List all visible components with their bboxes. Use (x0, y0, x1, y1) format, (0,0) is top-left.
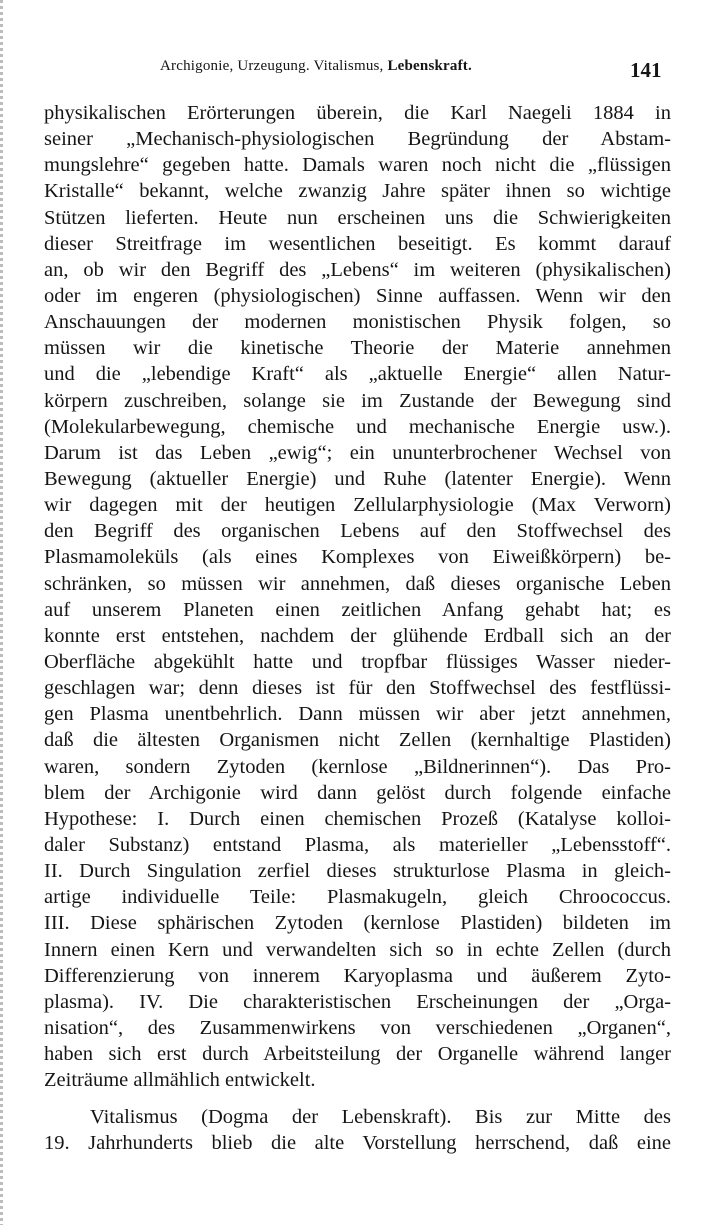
text-line: (Molekularbewegung, chemische und mechanische Energie usw.). (44, 415, 671, 438)
text-line: Hypothese: I. Durch einen chemischen Prozeß (Katalyse kolloi- (44, 807, 671, 830)
running-header-text-bold: Lebenskraft. (387, 58, 472, 74)
text-line: wir dagegen mit der heutigen Zellularphysiologie (Max Verworn) (44, 494, 671, 517)
text-line: dieser Streitfrage im wesentlichen beseitigt. Es kommt darauf (44, 232, 671, 255)
text-line: nisation“, des Zusammenwirkens von verschiedenen „Organen“, (44, 1016, 671, 1039)
text-line: müssen wir die kinetische Theorie der Materie annehmen (44, 337, 671, 360)
text-line: Bewegung (aktueller Energie) und Ruhe (latenter Energie). Wenn (44, 467, 671, 490)
running-header (160, 58, 472, 75)
text-line: den Begriff des organischen Lebens auf den Stoffwechsel des (44, 520, 671, 543)
text-line: gen Plasma unentbehrlich. Dann müssen wir aber jetzt annehmen, (44, 703, 671, 726)
text-line: schränken, so müssen wir annehmen, daß dieses organische Leben (44, 572, 671, 595)
text-line: Vitalismus (Dogma der Lebenskraft). Bis zur Mitte des (90, 1106, 671, 1129)
text-line: haben sich erst durch Arbeitsteilung der Organelle während langer (44, 1043, 671, 1066)
text-line: blem der Archigonie wird dann gelöst durch folgende einfache (44, 781, 671, 804)
text-line: daß die ältesten Organismen nicht Zellen (kernhaltige Plastiden) (44, 729, 671, 752)
body-text (44, 100, 671, 1157)
text-line: II. Durch Singulation zerfiel dieses strukturlose Plasma in gleich- (44, 860, 671, 883)
running-header-text: Archigonie, Urzeugung. Vitalismus, (160, 58, 388, 74)
text-line: konnte erst entstehen, nachdem der glühende Erdball sich an der (44, 624, 671, 647)
text-line: und die „lebendige Kraft“ als „aktuelle Energie“ allen Natur- (44, 363, 671, 386)
text-line: seiner „Mechanisch-physiologischen Begründung der Abstam- (44, 128, 671, 151)
paragraph-1 (44, 100, 671, 1093)
text-line: Plasmamoleküls (als eines Komplexes von Eiweißkörpern) be- (44, 546, 671, 569)
text-line: III. Diese sphärischen Zytoden (kernlose Plastiden) bildeten im (44, 912, 671, 935)
text-line: Stützen lieferten. Heute nun erscheinen uns die Schwierigkeiten (44, 206, 671, 229)
text-line: auf unserem Planeten einen zeitlichen Anfang gehabt hat; es (44, 598, 671, 621)
text-line: 19. Jahrhunderts blieb die alte Vorstellung herrschend, daß eine (44, 1132, 671, 1155)
text-line: plasma). IV. Die charakteristischen Erscheinungen der „Orga- (44, 990, 671, 1013)
paragraph-gap (44, 1093, 671, 1104)
page-edge-shadow (0, 0, 3, 1225)
text-line: Zeiträume allmählich entwickelt. (44, 1069, 316, 1092)
paragraph-2 (44, 1104, 671, 1156)
text-line: Differenzierung von innerem Karyoplasma und äußerem Zyto- (44, 964, 671, 987)
text-line: Kristalle“ bekannt, welche zwanzig Jahre später ihnen so wichtige (44, 180, 671, 203)
text-line: daler Substanz) entstand Plasma, als materieller „Lebensstoff“. (44, 833, 671, 856)
text-line: Innern einen Kern und verwandelten sich so in echte Zellen (durch (44, 938, 671, 961)
text-line: mungslehre“ gegeben hatte. Damals waren noch nicht die „flüssigen (44, 154, 671, 177)
text-line: Oberfläche abgekühlt hatte und tropfbar flüssiges Wasser nieder- (44, 650, 671, 673)
text-line: artige individuelle Teile: Plasmakugeln, gleich Chroococcus. (44, 886, 671, 909)
text-line: physikalischen Erörterungen überein, die Karl Naegeli 1884 in (44, 102, 671, 124)
text-line: oder im engeren (physiologischen) Sinne auffassen. Wenn wir den (44, 284, 671, 307)
text-line: an, ob wir den Begriff des „Lebens“ im weiteren (physikalischen) (44, 258, 671, 281)
text-line: körpern zuschreiben, solange sie im Zustande der Bewegung sind (44, 389, 671, 412)
text-line: waren, sondern Zytoden (kernlose „Bildnerinnen“). Das Pro- (44, 755, 671, 778)
text-line: Darum ist das Leben „ewig“; ein ununterbrochener Wechsel von (44, 441, 671, 464)
text-line: Anschauungen der modernen monistischen Physik folgen, so (44, 311, 671, 334)
page-number: 141 (630, 58, 662, 82)
text-line: geschlagen war; denn dieses ist für den Stoffwechsel des festflüssi- (44, 677, 671, 700)
